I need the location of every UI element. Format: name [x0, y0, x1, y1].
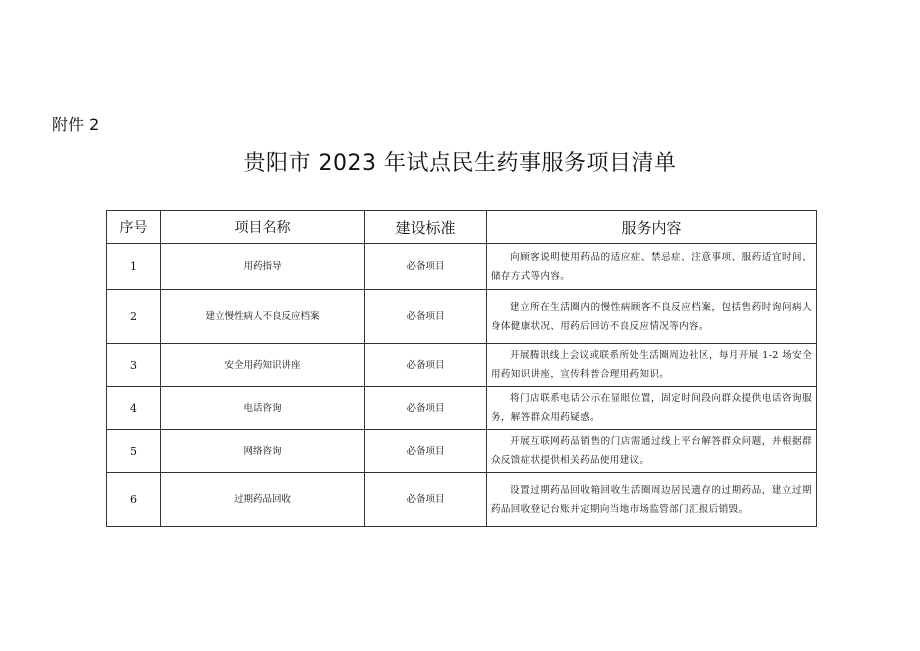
row-service-content-text: 建立所在生活圈内的慢性病顾客不良反应档案，包括售药时询问病人身体健康状况、用药后回访不良反应情况等内容。: [491, 301, 812, 332]
row-service-content-text: 设置过期药品回收箱回收生活圈周边居民遗存的过期药品，建立过期药品回收登记台账并定期向当地市场监管部门汇报后销毁。: [491, 484, 812, 515]
table-row: [107, 244, 817, 290]
row-service-content-text: 开展互联网药品销售的门店需通过线上平台解答群众问题，并根据群众反馈症状提供相关药品使用建议。: [491, 436, 812, 466]
service-items-table: [106, 210, 817, 527]
row-serial-no: 4: [107, 387, 161, 430]
table-row: [107, 290, 817, 344]
row-service-content-text: 将门店联系电话公示在显眼位置，固定时间段向群众提供电话咨询服务，解答群众用药疑惑。: [491, 393, 812, 423]
row-standard: 必备项目: [365, 387, 487, 430]
row-serial-no: 1: [107, 244, 161, 290]
row-serial-no: 6: [107, 473, 161, 527]
row-service-content-text: 向顾客说明使用药品的适应症、禁忌症、注意事项、服药适宜时间、储存方式等内容。: [491, 251, 812, 282]
row-item-name: 安全用药知识讲座: [161, 344, 365, 387]
row-standard: 必备项目: [365, 473, 487, 527]
header-item-name: 项目名称: [161, 211, 365, 244]
row-service-content: [487, 290, 817, 344]
row-standard: 必备项目: [365, 344, 487, 387]
row-item-name: 网络咨询: [161, 430, 365, 473]
table-row: [107, 387, 817, 430]
row-standard: 必备项目: [365, 290, 487, 344]
header-standard: 建设标准: [365, 211, 487, 244]
row-standard: 必备项目: [365, 244, 487, 290]
table-row: [107, 344, 817, 387]
row-service-content: [487, 430, 817, 473]
row-serial-no: 5: [107, 430, 161, 473]
document-title: 贵阳市 2023 年试点民生药事服务项目清单: [243, 151, 677, 176]
row-item-name: 过期药品回收: [161, 473, 365, 527]
row-serial-no: 3: [107, 344, 161, 387]
row-service-content: [487, 473, 817, 527]
row-service-content: [487, 387, 817, 430]
table-row: [107, 430, 817, 473]
row-serial-no: 2: [107, 290, 161, 344]
attachment-label: 附件 2: [52, 115, 100, 134]
header-service-content: 服务内容: [487, 211, 817, 244]
row-service-content: [487, 344, 817, 387]
row-item-name: 电话咨询: [161, 387, 365, 430]
row-item-name: 建立慢性病人不良反应档案: [161, 290, 365, 344]
header-serial-no: 序号: [107, 211, 161, 244]
row-item-name: 用药指导: [161, 244, 365, 290]
row-service-content: [487, 244, 817, 290]
row-standard: 必备项目: [365, 430, 487, 473]
table-header-row: [107, 211, 817, 244]
table-row: [107, 473, 817, 527]
row-service-content-text: 开展腾讯线上会议或联系所处生活圈周边社区，每月开展 1-2 场安全用药知识讲座，宣传科普合理用药知识。: [491, 350, 812, 380]
